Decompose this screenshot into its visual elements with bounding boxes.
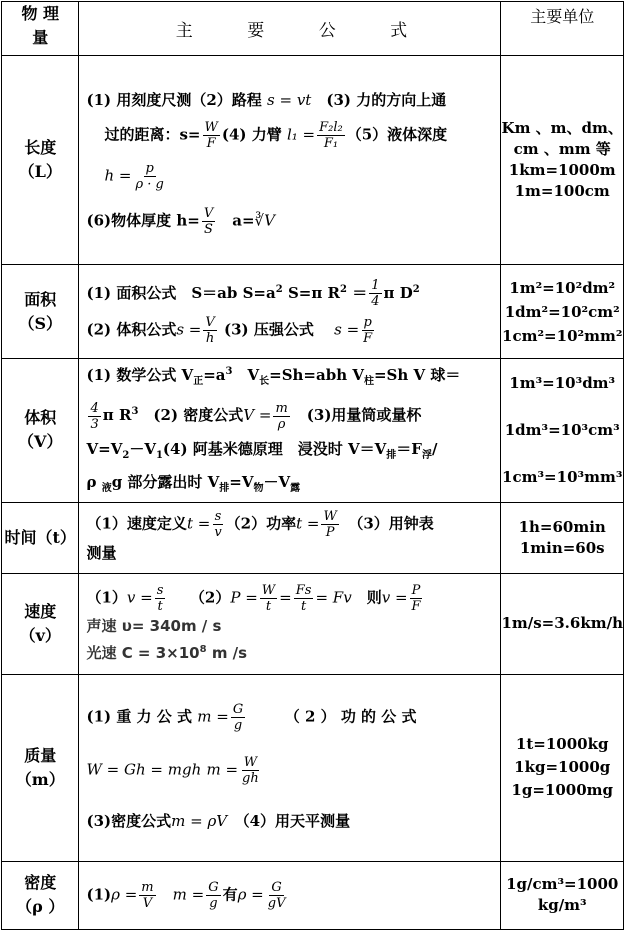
row-density: [2, 861, 624, 929]
row-area: [2, 265, 624, 359]
row-volume: [2, 359, 624, 503]
unit-cell: 1m²=10²dm² 1dm²=10²cm² 1cm²=10²mm²: [501, 265, 624, 359]
unit-cell: 1t=1000kg 1kg=1000g 1g=1000mg: [501, 674, 624, 861]
unit-cell: 1m/s=3.6km/h: [501, 573, 624, 674]
row-mass: [2, 674, 624, 861]
header-quantity: 物 理 量: [2, 2, 79, 56]
formula-cell: （1）v = $\frac{s}{t}$ （2）P = $\frac{W}{t}$ = $\frac{Fs}{t}$ = Fv 则v = $\frac{P}{F}$ 声速 υ= 340m / s 光速 $C = 3\times 10^8$ m /s: [79, 573, 501, 674]
row-length: [2, 56, 624, 265]
unit-cell: 1h=60min 1min=60s: [501, 502, 624, 573]
unit-cell: Km 、m、dm、 cm 、mm 等 1km=1000m 1m=100cm: [501, 56, 624, 265]
header-formulas: [79, 2, 501, 56]
header-row: [2, 2, 624, 56]
quantity-cell: 质量 （m）: [2, 674, 79, 861]
formula-cell: (1) 重 力 公 式 m = $\frac{G}{g}$ （ 2 ） 功 的 公 式 W = Gh = mgh m = $\frac{W}{gh}$ (3)密度公式m = ρV （4）用天平测量: [79, 674, 501, 861]
formula-cell: (1) 面积公式 S＝ab $S=a^2$ S=π $R^2$ ＝ $\frac{1}{4}$ π $D^2$ (2) 体积公式s = $\frac{V}{h}$ (3) 压强公式 s = $\frac{p}{F}$: [79, 265, 501, 359]
quantity-cell: 面积 （S）: [2, 265, 79, 359]
formula-cell: （1）速度定义t = $\frac{s}{v}$ （2）功率t = $\frac{W}{P}$ （3）用钟表 测量: [79, 502, 501, 573]
quantity-cell: 密度 （ρ ）: [2, 861, 79, 929]
unit-cell: 1m³=10³dm³ 1dm³=10³cm³ 1cm³=10³mm³: [501, 359, 624, 503]
quantity-cell: 速度 （v）: [2, 573, 79, 674]
quantity-cell: 体积 （V）: [2, 359, 79, 503]
formula-cell: (1)ρ = $\frac{m}{V}$ m = $\frac{G}{g}$ 有ρ = $\frac{G}{gV}$: [79, 861, 501, 929]
quantity-cell: 时间（t）: [2, 502, 79, 573]
formula-cell: (1) 数学公式 $V_正=a^3$ $V_长=Sh=abh$ $V_柱=Sh$ V 球＝ $\frac{4}{3}$ π $R^3$ (2) 密度公式V = $\frac{m}{\rho}$ (3)用量筒或量杯 $V=V_2-V_1(4)$ 阿基米德原理 浸没时 $V=V_排=F_浮/$ ρ $_液$g 部分露出时 $V_排=V_物-V_露$: [79, 359, 501, 503]
row-speed: [2, 573, 624, 674]
physics-formula-table: [1, 1, 624, 930]
unit-cell: 1g/cm³=1000 kg/m³: [501, 861, 624, 929]
header-formulas-title: 主 要 公 式: [175, 21, 408, 41]
formula-cell: (1) 用刻度尺测（2）路程 s = vt (3) 力的方向上通 过的距离：s= $\frac{W}{F}$ (4) 力臂 l₁ = $\frac{\text{F₂l₂}}{\text{F₁}}$ （5）液体深度 h = $\frac{p}{\rho \cdot g}$ (6)物体厚度 h= $\frac{V}{S}$ a=∛V: [79, 56, 501, 265]
header-units: 主要单位: [501, 2, 624, 56]
quantity-cell: 长度 （L）: [2, 56, 79, 265]
row-time: [2, 502, 624, 573]
